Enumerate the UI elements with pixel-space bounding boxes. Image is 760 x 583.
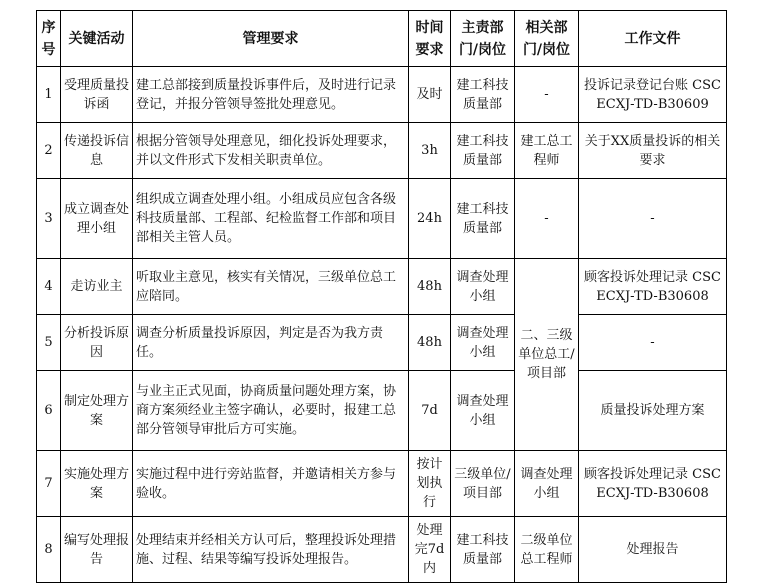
cell-time: 48h <box>409 259 451 315</box>
cell-time: 48h <box>409 315 451 371</box>
header-activity: 关键活动 <box>61 11 133 67</box>
cell-related: - <box>515 179 579 259</box>
cell-requirement: 听取业主意见，核实有关情况，三级单位总工应陪同。 <box>133 259 409 315</box>
cell-requirement: 实施过程中进行旁站监督，并邀请相关方参与验收。 <box>133 451 409 517</box>
cell-activity: 传递投诉信息 <box>61 123 133 179</box>
cell-documents: - <box>579 315 727 371</box>
cell-no: 1 <box>37 67 61 123</box>
cell-time: 按计划执行 <box>409 451 451 517</box>
table-row <box>37 451 727 517</box>
table-row <box>37 179 727 259</box>
cell-responsible: 建工科技质量部 <box>451 517 515 583</box>
cell-time: 3h <box>409 123 451 179</box>
cell-time: 处理完7d内 <box>409 517 451 583</box>
cell-responsible: 建工科技质量部 <box>451 123 515 179</box>
cell-activity: 编写处理报告 <box>61 517 133 583</box>
cell-no: 4 <box>37 259 61 315</box>
cell-responsible: 调查处理小组 <box>451 315 515 371</box>
cell-no: 8 <box>37 517 61 583</box>
cell-activity: 走访业主 <box>61 259 133 315</box>
cell-activity: 实施处理方案 <box>61 451 133 517</box>
cell-documents: 投诉记录登记台账 CSCECXJ-TD-B30609 <box>579 67 727 123</box>
cell-documents: 质量投诉处理方案 <box>579 371 727 451</box>
header-responsible: 主责部门/岗位 <box>451 11 515 67</box>
header-no: 序号 <box>37 11 61 67</box>
cell-requirement: 与业主正式见面，协商质量问题处理方案，协商方案须经业主签字确认，必要时，报建工总部分管领导审批后方可实施。 <box>133 371 409 451</box>
cell-activity: 成立调查处理小组 <box>61 179 133 259</box>
header-requirement: 管理要求 <box>133 11 409 67</box>
cell-activity: 制定处理方案 <box>61 371 133 451</box>
cell-responsible: 三级单位/项目部 <box>451 451 515 517</box>
cell-related: 二级单位总工程师 <box>515 517 579 583</box>
cell-no: 3 <box>37 179 61 259</box>
cell-requirement: 组织成立调查处理小组。小组成员应包含各级科技质量部、工程部、纪检监督工作部和项目部相关主管人员。 <box>133 179 409 259</box>
cell-activity: 受理质量投诉函 <box>61 67 133 123</box>
cell-requirement: 处理结束并经相关方认可后，整理投诉处理措施、过程、结果等编写投诉处理报告。 <box>133 517 409 583</box>
cell-documents: 顾客投诉处理记录 CSCECXJ-TD-B30608 <box>579 451 727 517</box>
process-table <box>36 10 727 583</box>
cell-documents: - <box>579 179 727 259</box>
table-row <box>37 371 727 451</box>
cell-time: 24h <box>409 179 451 259</box>
cell-no: 2 <box>37 123 61 179</box>
cell-responsible: 建工科技质量部 <box>451 179 515 259</box>
header-related: 相关部门/岗位 <box>515 11 579 67</box>
cell-related: 二、三级单位总工/项目部 <box>515 259 579 451</box>
cell-no: 7 <box>37 451 61 517</box>
cell-responsible: 调查处理小组 <box>451 259 515 315</box>
cell-requirement: 根据分管领导处理意见，细化投诉处理要求，并以文件形式下发相关职责单位。 <box>133 123 409 179</box>
table-row <box>37 123 727 179</box>
cell-documents: 顾客投诉处理记录 CSCECXJ-TD-B30608 <box>579 259 727 315</box>
cell-no: 6 <box>37 371 61 451</box>
header-time: 时间要求 <box>409 11 451 67</box>
cell-related: 建工总工程师 <box>515 123 579 179</box>
cell-requirement: 建工总部接到质量投诉事件后，及时进行记录登记，并报分管领导签批处理意见。 <box>133 67 409 123</box>
cell-no: 5 <box>37 315 61 371</box>
cell-related: - <box>515 67 579 123</box>
table-row <box>37 259 727 315</box>
cell-documents: 处理报告 <box>579 517 727 583</box>
cell-time: 7d <box>409 371 451 451</box>
cell-time: 及时 <box>409 67 451 123</box>
cell-requirement: 调查分析质量投诉原因，判定是否为我方责任。 <box>133 315 409 371</box>
table-row <box>37 67 727 123</box>
table-row <box>37 315 727 371</box>
cell-responsible: 调查处理小组 <box>451 371 515 451</box>
cell-activity: 分析投诉原因 <box>61 315 133 371</box>
header-documents: 工作文件 <box>579 11 727 67</box>
cell-documents: 关于XX质量投诉的相关要求 <box>579 123 727 179</box>
cell-related: 调查处理小组 <box>515 451 579 517</box>
header-row <box>37 11 727 67</box>
cell-responsible: 建工科技质量部 <box>451 67 515 123</box>
table-row <box>37 517 727 583</box>
